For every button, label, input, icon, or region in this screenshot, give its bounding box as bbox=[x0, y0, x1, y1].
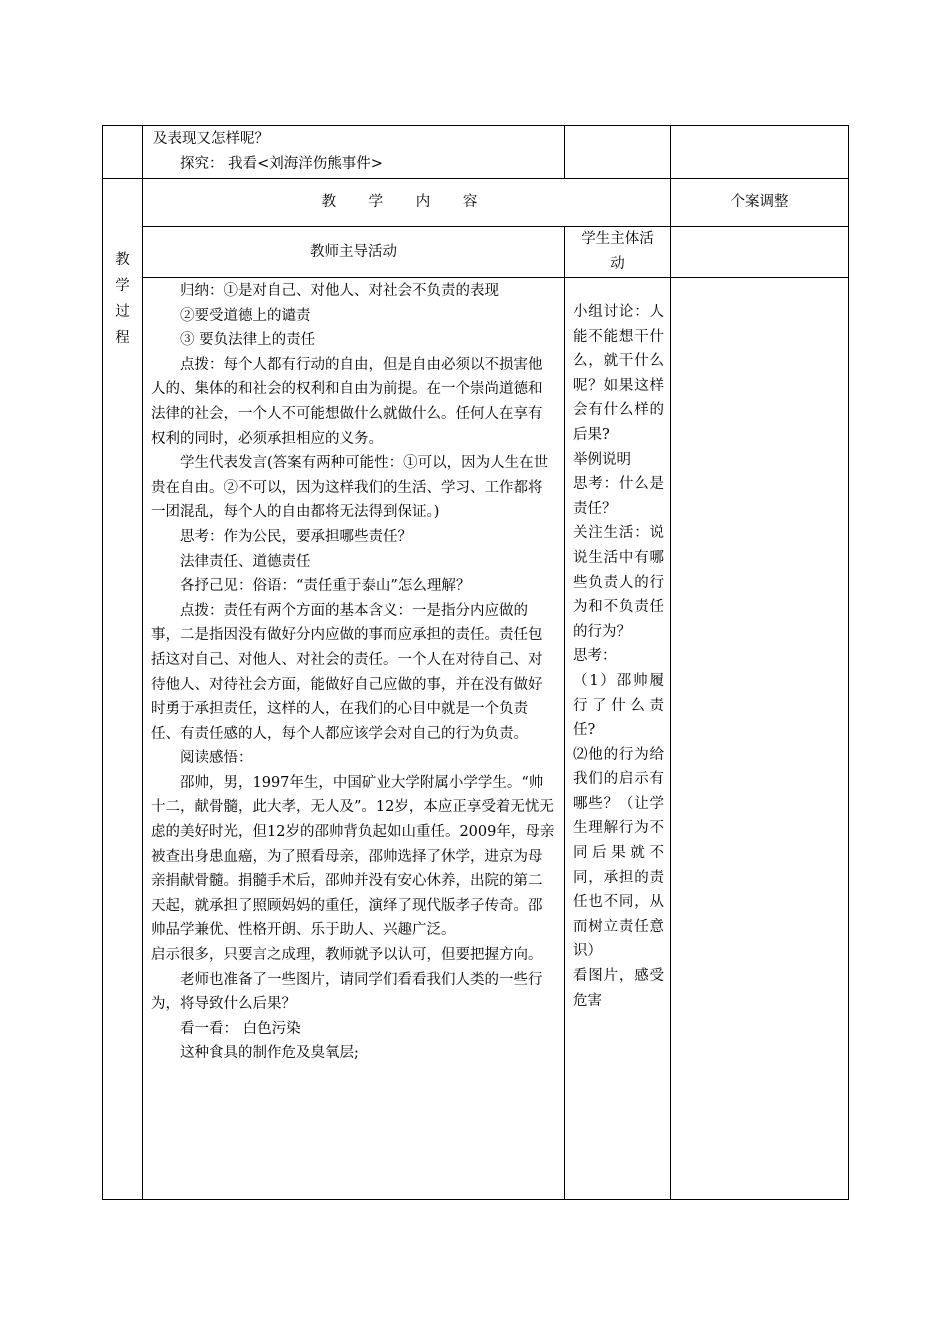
side-char: 教 bbox=[115, 252, 130, 268]
intro-adjust-cell bbox=[671, 126, 849, 179]
student-paragraph: ⑵他的行为给我们的启示有哪些？（让学生理解行为不同后果就不同，承担的责任也不同，从而树立责任意识） bbox=[573, 746, 664, 960]
student-paragraph: 关注生活：说说生活中有哪些负责人的行为和不负责任的行为？ bbox=[573, 525, 664, 640]
case-adjust-title: 个案调整 bbox=[730, 194, 789, 211]
sub-header-adjust-cell bbox=[671, 227, 849, 278]
teacher-paragraph: 点拨：责任有两个方面的基本含义：一是指分内应做的事，二是指因没有做好分内应做的事而应承担的责任。责任包括这对自己、对他人、对社会的责任。一个人在对待自己、对待他人、对待社会方面，能做好自己应做的事，并在没有做好时勇于承担责任，这样的人，在我们的心目中就是一个负责任、有责任感的人，每个人都应该学会对自己的行为负责。 bbox=[151, 602, 543, 742]
lesson-plan-table bbox=[102, 125, 849, 1200]
student-paragraph: 思考：什么是责任？ bbox=[573, 476, 664, 517]
student-activity-title: 学生主体活动 bbox=[581, 231, 654, 272]
student-activity-cell bbox=[565, 278, 671, 1200]
intro-side-cell bbox=[103, 126, 143, 179]
teacher-paragraph: 各抒己见：俗语：“责任重于泰山”怎么理解？ bbox=[180, 578, 471, 595]
teacher-paragraph: 这种食具的制作危及臭氧层; bbox=[180, 1045, 359, 1062]
body-row bbox=[103, 278, 849, 1200]
intro-line: 探究： 我看<刘海洋伤熊事件> bbox=[180, 155, 383, 172]
teacher-paragraph: 看一看： 白色污染 bbox=[180, 1020, 301, 1037]
intro-line: 及表现又怎样呢？ bbox=[153, 131, 269, 147]
student-activity-header bbox=[565, 227, 671, 278]
intro-row bbox=[103, 126, 849, 179]
teacher-paragraph: 阅读感悟： bbox=[180, 750, 253, 767]
student-paragraph: 看图片，感受危害 bbox=[573, 968, 664, 1009]
teacher-paragraph: ③ 要负法律上的责任 bbox=[180, 332, 316, 349]
case-adjust-header bbox=[671, 179, 849, 227]
student-paragraph: （1）邵帅履行了什么责任? bbox=[573, 672, 664, 739]
teacher-paragraph: 归纳：①是对自己、对他人、对社会不负责的表现 bbox=[180, 283, 499, 299]
case-adjust-cell bbox=[671, 278, 849, 1200]
student-paragraph: 小组讨论：人能不能想干什么，就干什么呢？如果这样会有什么样的后果? bbox=[573, 304, 664, 443]
side-char: 学 bbox=[115, 278, 130, 294]
teacher-activity-cell bbox=[143, 278, 565, 1200]
teaching-process-label bbox=[103, 179, 143, 1200]
student-paragraph: 思考： bbox=[573, 648, 617, 665]
teaching-content-header bbox=[143, 179, 671, 227]
teacher-paragraph: 启示很多，只要言之成理，教师就予以认可，但要把握方向。 bbox=[151, 947, 543, 964]
student-paragraph: 举例说明 bbox=[573, 451, 631, 468]
teacher-paragraph: 思考：作为公民，要承担哪些责任？ bbox=[180, 528, 412, 545]
teacher-paragraph: 邵帅，男，1997年生，中国矿业大学附属小学学生。“帅十二，献骨髓，此大孝，无人及”。12岁，本应正享受着无忧无虑的美好时光，但12岁的邵帅背负起如山重任。2009年，母亲被查出身患血癌，为了照看母亲，邵帅选择了休学，进京为母亲捐献骨髓。捐髓手术后，邵帅并没有安心休养，出院的第二天起，就承担了照顾妈妈的重任，演绎了现代版孝子传奇。邵帅品学兼优、性格开朗、乐于助人、兴趣广泛。 bbox=[151, 774, 555, 939]
sub-header-row bbox=[103, 227, 849, 278]
side-char: 程 bbox=[115, 330, 130, 346]
side-char: 过 bbox=[115, 304, 130, 320]
teaching-content-title: 教 学 内 容 bbox=[321, 194, 492, 211]
intro-student-cell bbox=[565, 126, 671, 179]
teacher-paragraph: ②要受道德上的谴责 bbox=[180, 307, 311, 324]
teacher-paragraph: 学生代表发言(答案有两种可能性：①可以，因为人生在世贵在自由。②不可以，因为这样我们的生活、学习、工作都将一团混乱，每个人的自由都将无法得到保证。) bbox=[151, 455, 549, 521]
content-header-row bbox=[103, 179, 849, 227]
teacher-activity-header bbox=[143, 227, 565, 278]
intro-text-cell bbox=[143, 126, 565, 179]
teacher-paragraph: 点拨：每个人都有行动的自由，但是自由必须以不损害他人的、集体的和社会的权利和自由为前提。在一个崇尚道德和法律的社会，一个人不可能想做什么就做什么。任何人在享有权利的同时，必须承担相应的义务。 bbox=[151, 356, 543, 447]
teacher-activity-title: 教师主导活动 bbox=[310, 243, 397, 260]
teacher-paragraph: 法律责任、道德责任 bbox=[180, 553, 311, 570]
teacher-paragraph: 老师也准备了一些图片，请同学们看看我们人类的一些行为，将导致什么后果？ bbox=[151, 971, 543, 1013]
